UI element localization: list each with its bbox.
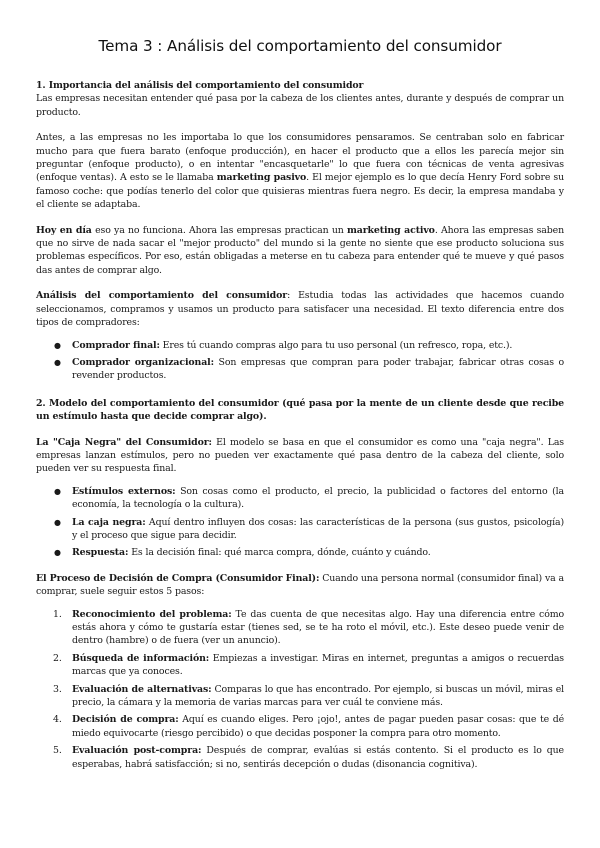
bullet-icon: ● <box>54 517 61 527</box>
black-box-paragraph: La "Caja Negra" del Consumidor: El modelo se basa en que el consumidor es como una "caja negra". Las empresas lanzan estímulos, pero no pueden ver exactamente qué pasa dentro de la cabeza del cliente, solo pueden ver su respuesta final. <box>36 436 564 475</box>
bullet-icon: ● <box>54 357 61 367</box>
list-item: ● Comprador final: Eres tú cuando compras algo para tu uso personal (un refresco, ropa, etc.). <box>54 339 513 351</box>
list-item: 3. Evaluación de alternativas: Comparas lo que has encontrado. Por ejemplo, si buscas un móvil, miras el precio, la cámara y la memoria de varias marcas para ver cuál te conviene más. <box>53 683 564 709</box>
term-caja-negra: La "Caja Negra" del Consumidor: <box>36 436 212 448</box>
term-hoy-en-dia: Hoy en día <box>36 224 92 236</box>
list-item: 2. Búsqueda de información: Empiezas a investigar. Miras en internet, preguntas a amigos o recuerdas marcas que ya conoces. <box>53 652 564 678</box>
term-proceso-decision: El Proceso de Decisión de Compra (Consumidor Final): <box>36 572 320 584</box>
section-1-heading: 1. Importancia del análisis del comportamiento del consumidor <box>36 80 364 91</box>
section-2-heading: 2. Modelo del comportamiento del consumidor (qué pasa por la mente de un cliente desde que recibe un estímulo hasta que decide comprar algo). <box>36 397 564 423</box>
list-item: 1. Reconocimiento del problema: Te das cuenta de que necesitas algo. Hay una diferencia entre cómo estás ahora y cómo te gustaría estar (tienes sed, se te ha roto el móvil, etc.). Este deseo puede venir de dentro (hambre) o de fuera (ver un anuncio). <box>53 608 565 647</box>
active-marketing-paragraph: Hoy en día eso ya no funciona. Ahora las empresas practican un marketing activo. Ahora las empresas saben que no sirve de nada sacar el "mejor producto" del mundo si la gente no siente que ese producto soluciona sus problemas específicos. Por eso, están obligadas a meterse en tu cabeza para entender qué te mueve y qué pasos das antes de comprar algo. <box>36 224 564 276</box>
passive-marketing-paragraph: Antes, a las empresas no les importaba lo que los consumidores pensaramos. Se centraban solo en fabricar mucho para que fuera barato (enfoque producción), en hacer el producto que a ellos les parecía mejor sin preguntar (enfoque producto), o en intentar "encasquetarle" lo que fuera con técnicas de venta agresivas (enfoque ventas). A esto se le llamaba marketing pasivo. El mejor ejemplo es lo que decía Henry Ford sobre su famoso coche: que podías tenerlo del color que quisieras mientras fuera negro. Es decir, la empresa mandaba y el cliente se adaptaba. <box>36 132 565 211</box>
section-1-intro: Las empresas necesitan entender qué pasa por la cabeza de los clientes antes, durante y después de comprar un producto. <box>36 93 564 118</box>
term-analisis: Análisis del comportamiento del consumidor <box>36 290 288 302</box>
buyer-types-list <box>36 339 564 383</box>
page-title: Tema 3 : Análisis del comportamiento del consumidor <box>98 37 502 55</box>
decision-steps-list <box>36 608 564 771</box>
list-item: ● La caja negra: Aquí dentro influyen dos cosas: las características de la persona (sus gustos, psicología) y el proceso que sigue para decidir. <box>54 516 564 541</box>
black-box-list <box>36 485 564 560</box>
bullet-icon: ● <box>54 548 61 558</box>
list-item: ● Respuesta: Es la decisión final: qué marca compra, dónde, cuánto y cuándo. <box>54 547 431 559</box>
analysis-definition-paragraph: Análisis del comportamiento del consumidor: Estudia todas las actividades que hacemos cuando seleccionamos, compramos y usamos un producto para satisfacer una necesidad. El texto diferencia entre dos tipos de compradores: <box>36 290 564 329</box>
list-item: 5. Evaluación post-compra: Después de comprar, evalúas si estás contento. Si el producto es lo que esperabas, habrá satisfacción; si no, sentirás decepción o dudas (disonancia cognitiva). <box>53 745 564 770</box>
bullet-icon: ● <box>54 340 61 350</box>
list-item: ● Comprador organizacional: Son empresas que compran para poder trabajar, fabricar otras cosas o revender productos. <box>54 356 564 382</box>
bullet-icon: ● <box>54 486 61 496</box>
list-item: 4. Decisión de compra: Aquí es cuando eliges. Pero ¡ojo!, antes de pagar pueden pasar cosas: que te dé miedo equivocarte (riesgo percibido) o que decidas posponer la compra para otro momento. <box>53 714 564 739</box>
list-item: ● Estímulos externos: Son cosas como el producto, el precio, la publicidad o factores del entorno (la economía, la tecnología o la cultura). <box>54 485 564 511</box>
term-marketing-pasivo: marketing pasivo <box>216 172 307 184</box>
term-marketing-activo: marketing activo <box>346 224 435 236</box>
decision-process-paragraph: El Proceso de Decisión de Compra (Consumidor Final): Cuando una persona normal (consumidor final) va a comprar, suele seguir estos 5 pasos: <box>36 572 564 598</box>
